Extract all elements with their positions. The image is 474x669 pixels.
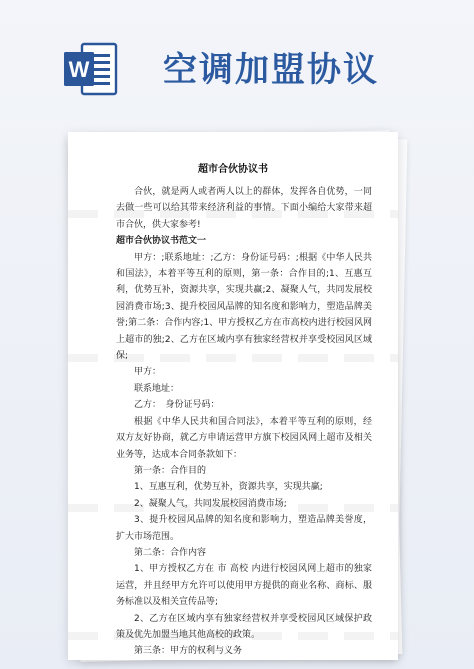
document-paragraph: 第二条：合作内容 <box>134 547 207 558</box>
document-page <box>68 132 398 660</box>
document-paragraph: 1、甲方授权乙方在 市 高校 内进行校园风网上超市的独家运营，并且经甲方允许可以使用甲方提供的商业名称、商标、服务标准以及相关宣传品等; <box>116 564 372 608</box>
svg-text:W: W <box>68 57 90 82</box>
document-paragraph: 甲方：;联系地址：;乙方：身份证号码：;根据《中华人民共和国法》，本着平等互利的原则，第一条：合作目的;1、互惠互利，优势互补，资源共享，实现共赢;2、凝聚人气，共同发展校园消费市场;3、提升校园风品牌的知名度和影响力，塑造品牌美誉;第二条：合作内容;1、甲方授权乙方在市高校内进行校园风网上超市的独;2、乙方在区域内享有独家经营权并享受校园风区域保; <box>116 252 372 362</box>
document-title: 超市合伙协议书 <box>198 164 268 175</box>
document-paragraph: 3、提升校园风品牌的知名度和影响力，塑造品牌美誉度，扩大市场范围。 <box>116 515 372 542</box>
word-icon <box>62 40 120 98</box>
document-paragraph: 第三条：甲方的权利与义务 <box>134 646 243 657</box>
section-heading: 超市合伙协议书范文一 <box>116 236 207 247</box>
document-paragraph: 第一条：合作目的 <box>134 465 207 476</box>
document-paragraph: 甲方： <box>134 367 162 378</box>
document-paragraph: 1、互惠互利，优势互补，资源共享，实现共赢; <box>134 482 323 493</box>
document-paragraph: 2、乙方在区域内享有独家经营权并享受校园风区域保护政策及优先加盟当地其他高校的政策。 <box>116 613 372 640</box>
document-paragraph: 合伙，就是两人或者两人以上的群体，发挥各自优势，一同去做一些可以给其带来经济利益的事情。下面小编给大家带来超市合伙，供大家参考! <box>116 187 372 230</box>
document-paragraph: 根据《中华人民共和国合同法》，本着平等互利的原则，经双方友好协商，就乙方申请运营甲方旗下校园风网上超市及相关业务等，达成本合同条款如下： <box>116 416 372 460</box>
document-paragraph: 乙方： 身份证号码： <box>134 400 220 411</box>
document-paragraph: 2、凝聚人气，共同发展校园消费市场; <box>134 498 287 509</box>
document-body <box>116 184 372 660</box>
document-paragraph: 联系地址： <box>134 383 180 394</box>
page-title: 空调加盟协议 <box>163 50 379 90</box>
